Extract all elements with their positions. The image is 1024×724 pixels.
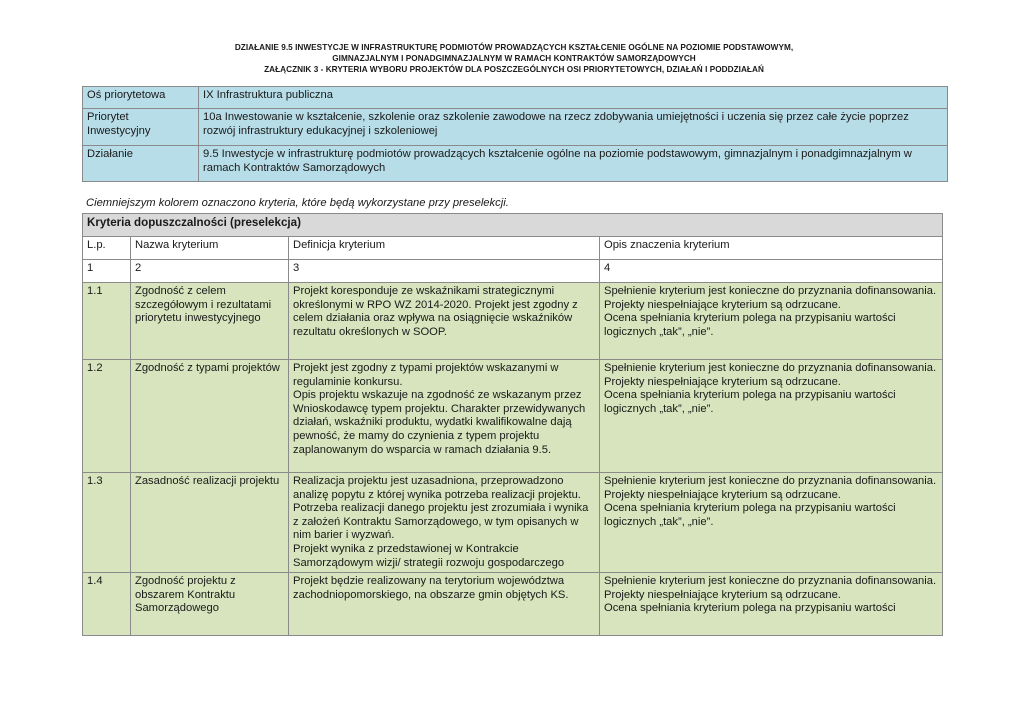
criterion-definition-line: Realizacja projektu jest uzasadniona, przeprowadzono analizę popytu z której wynika potrzeba realizacji projektu.	[293, 475, 581, 501]
column-number: 3	[289, 260, 600, 283]
info-row	[83, 109, 948, 146]
info-value: 10a Inwestowanie w kształcenie, szkolenie oraz szkolenie zawodowe na rzecz zdobywania umiejętności i uczenia się przez całe życie poprzez rozwój infrastruktury edukacyjnej i szkoleniowej	[199, 109, 948, 146]
criterion-description-line: Ocena spełniania kryterium polega na przypisaniu wartości logicznych „tak”, „nie”.	[604, 502, 896, 528]
criterion-definition-line: Projekt jest zgodny z typami projektów wskazanymi w regulaminie konkursu.	[293, 362, 559, 388]
info-label: Działanie	[83, 146, 199, 182]
criterion-row	[83, 360, 943, 473]
criterion-name: Zgodność z typami projektów	[131, 360, 289, 473]
column-number-row	[83, 260, 943, 283]
criterion-definition	[289, 283, 600, 360]
criterion-description-line: Ocena spełniania kryterium polega na przypisaniu wartości logicznych „tak”, „nie”.	[604, 312, 896, 338]
criterion-number: 1.1	[83, 283, 131, 360]
criterion-description-line: Spełnienie kryterium jest konieczne do przyznania dofinansowania.	[604, 285, 937, 297]
column-header: L.p.	[83, 237, 131, 260]
criterion-definition	[289, 473, 600, 573]
criterion-description-line: Projekty niespełniające kryterium są odrzucane.	[604, 298, 841, 311]
criterion-name: Zasadność realizacji projektu	[131, 473, 289, 573]
criterion-description	[600, 283, 943, 360]
info-value: 9.5 Inwestycje w infrastrukturę podmiotów prowadzących kształcenie ogólne na poziomie podstawowym, gimnazjalnym i ponadgimnazjalnym w ramach Kontraktów Samorządowych	[199, 146, 948, 182]
info-row	[83, 87, 948, 109]
info-label: Priorytet Inwestycyjny	[83, 109, 199, 146]
header-line-3: ZAŁĄCZNIK 3 - KRYTERIA WYBORU PROJEKTÓW DLA POSZCZEGÓLNYCH OSI PRIORYTETOWYCH, DZIAŁAŃ I PODDZIAŁAŃ	[264, 65, 764, 74]
column-header-row	[83, 237, 943, 260]
criterion-definition	[289, 360, 600, 473]
criterion-number: 1.2	[83, 360, 131, 473]
criterion-definition-line: Opis projektu wskazuje na zgodność ze wskazanym przez Wnioskodawcę typem projektu. Charakter przewidywanych działań, wskaźniki produktu, wydatki kwalifikowalne dają pewność, że mamy do czynienia z typem projektu zaplanowanym do wsparcia w ramach działania 9.5.	[293, 389, 586, 456]
criterion-definition	[289, 573, 600, 636]
criterion-description-line: Ocena spełniania kryterium polega na przypisaniu wartości	[604, 602, 896, 615]
criterion-description	[600, 360, 943, 473]
section-header-row	[83, 214, 943, 237]
criterion-row	[83, 473, 943, 573]
criterion-name: Zgodność projektu z obszarem Kontraktu Samorządowego	[131, 573, 289, 636]
legend-note: Ciemniejszym kolorem oznaczono kryteria, które będą wykorzystane przy preselekcji.	[86, 197, 509, 209]
criterion-row	[83, 573, 943, 636]
criteria-table	[82, 213, 943, 636]
criterion-number: 1.4	[83, 573, 131, 636]
column-number: 4	[600, 260, 943, 283]
criterion-definition-line: Projekt wynika z przedstawionej w Kontrakcie Samorządowym wizji/ strategii rozwoju gospodarczego	[293, 542, 565, 569]
info-row	[83, 146, 948, 182]
criterion-description	[600, 573, 943, 636]
criterion-description-line: Projekty niespełniające kryterium są odrzucane.	[604, 588, 841, 601]
criterion-description-line: Projekty niespełniające kryterium są odrzucane.	[604, 488, 841, 501]
column-number: 2	[131, 260, 289, 283]
info-label: Oś priorytetowa	[83, 87, 199, 109]
header-line-2: GIMNAZJALNYM I PONADGIMNAZJALNYM W RAMACH KONTRAKTÓW SAMORZĄDOWYCH	[332, 54, 696, 63]
criterion-number: 1.3	[83, 473, 131, 573]
column-header: Nazwa kryterium	[131, 237, 289, 260]
info-table	[82, 86, 948, 182]
header-line-1: DZIAŁANIE 9.5 INWESTYCJE W INFRASTRUKTURĘ PODMIOTÓW PROWADZĄCYCH KSZTAŁCENIE OGÓLNE NA POZIOMIE PODSTAWOWYM,	[234, 43, 794, 52]
column-header: Opis znaczenia kryterium	[600, 237, 943, 260]
criterion-description	[600, 473, 943, 573]
document-header	[82, 42, 946, 75]
criterion-definition-line: Projekt będzie realizowany na terytorium województwa zachodniopomorskiego, na obszarze gmin objętych KS.	[293, 575, 569, 601]
criterion-definition-line: Projekt koresponduje ze wskaźnikami strategicznymi określonymi w RPO WZ 2014-2020. Projekt jest zgodny z celem działania oraz wpływa na osiągnięcie wskaźników rezultatu określonych w SOOP.	[293, 285, 578, 338]
section-title: Kryteria dopuszczalności (preselekcja)	[83, 214, 943, 237]
criterion-description-line: Spełnienie kryterium jest konieczne do przyznania dofinansowania.	[604, 475, 937, 487]
criterion-row	[83, 283, 943, 360]
criterion-definition-line: Potrzeba realizacji danego projektu jest zrozumiała i wynika z założeń Kontraktu Samorządowego, w tym opisanych w nim barier i wyzwań.	[293, 502, 589, 542]
info-value: IX Infrastruktura publiczna	[199, 87, 948, 109]
criterion-description-line: Projekty niespełniające kryterium są odrzucane.	[604, 375, 841, 388]
column-number: 1	[83, 260, 131, 283]
column-header: Definicja kryterium	[289, 237, 600, 260]
criterion-name: Zgodność z celem szczegółowym i rezultatami priorytetu inwestycyjnego	[131, 283, 289, 360]
criterion-description-line: Ocena spełniania kryterium polega na przypisaniu wartości logicznych „tak”, „nie”.	[604, 389, 896, 415]
criterion-description-line: Spełnienie kryterium jest konieczne do przyznania dofinansowania.	[604, 575, 937, 588]
criterion-description-line: Spełnienie kryterium jest konieczne do przyznania dofinansowania.	[604, 362, 937, 374]
